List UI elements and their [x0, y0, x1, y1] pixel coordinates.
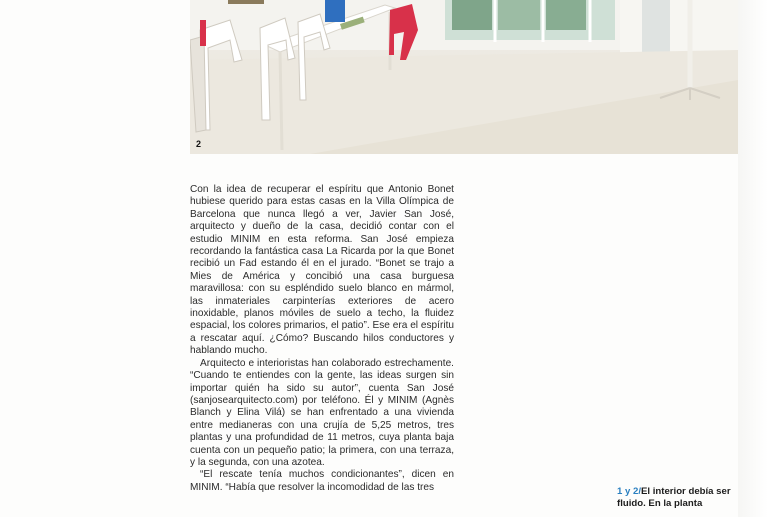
- photo-number: 2: [196, 139, 202, 149]
- article-body: [190, 184, 454, 494]
- dining-room-illustration: [190, 0, 738, 154]
- article-paragraph: Arquitecto e interioristas han colaborado estrechamente. “Cuando te entiendes con la gente, las ideas surgen sin importar quién ha sido su autor”, cuenta San José (sanjosearquitecto.com) por teléfono. Él y MINIM (Agnès Blanch y Elina Vilá) se han enfrentado a una vivienda entre medianeras con una crujía de 5,25 metros, tres plantas y una profundidad de 11 metros, cuya planta baja cuenta con un pequeño patio; la primera, con una terraza, y la segunda, con una azotea.: [190, 357, 454, 468]
- article-paragraph: “El rescate tenía muchos condicionantes”, dicen en MINIM. “Había que resolver la incomodidad de las tres: [190, 469, 454, 493]
- page-edge: [738, 0, 768, 517]
- photo-caption: [617, 486, 735, 510]
- interior-photo: [190, 0, 738, 154]
- caption-text: El interior debía ser fluido. En la planta: [617, 486, 731, 510]
- article-paragraph: Con la idea de recuperar el espíritu que Antonio Bonet hubiese querido para estas casas en la Villa Olímpica de Barcelona que nunca llegó a ver, Javier San José, arquitecto y dueño de la casa, decidió contar con el estudio MINIM en esta reforma. San José empieza recordando la fantástica casa La Ricarda por la que Bonet recibió un Fad estando él en el jurado. “Bonet se trajo a Mies de América y concibió una casa burguesa maravillosa: con su espléndido suelo blanco en mármol, las inmateriales carpinterías exteriores de acero inoxidable, planos móviles de suelo a techo, la fluidez espacial, los colores primarios, el patio”. Ese era el espíritu a rescatar aquí. ¿Cómo? Buscando hilos conductores y hablando mucho.: [190, 184, 454, 357]
- caption-numbers: 1 y 2/: [617, 486, 642, 497]
